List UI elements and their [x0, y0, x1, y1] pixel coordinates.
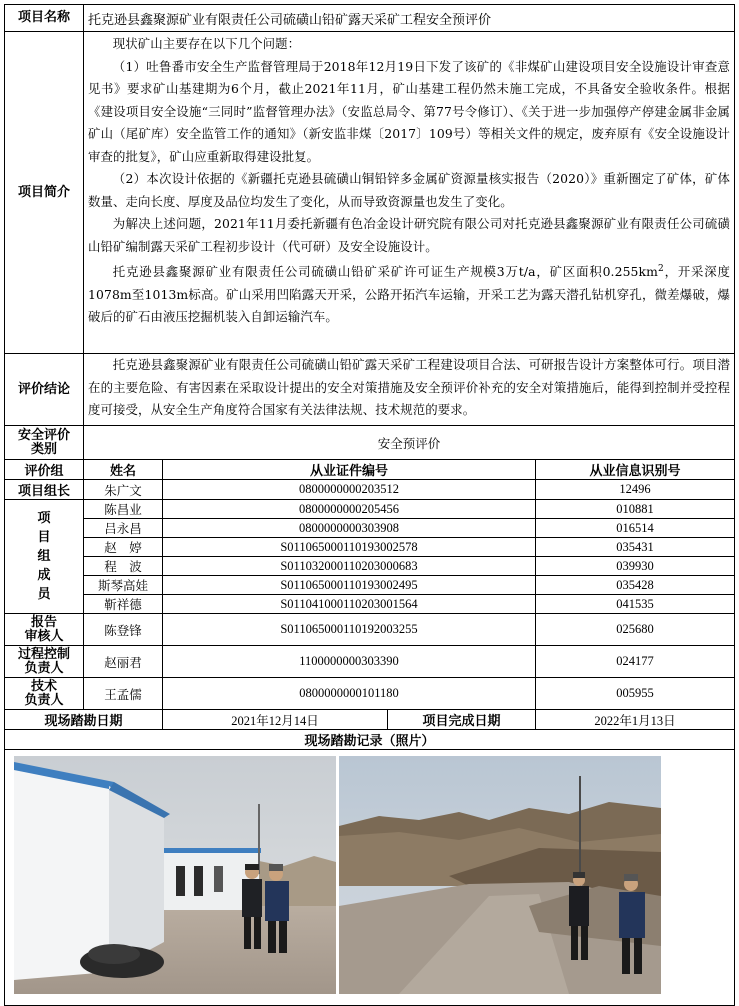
member-name: 斯琴高娃: [84, 576, 163, 595]
member-name: 陈昌业: [84, 500, 163, 519]
reviewer-label: 报告 审核人: [5, 614, 84, 646]
category-value: 安全预评价: [84, 426, 735, 460]
team-group-header: 评价组: [5, 460, 84, 480]
evaluation-form-table: [4, 4, 735, 1006]
conclusion-body: [84, 354, 735, 426]
survey-date-label: 现场踏勘日期: [5, 710, 163, 730]
member-cert: 0800000000205456: [163, 500, 536, 519]
member-name: 赵 婷: [84, 538, 163, 557]
member-id: 035428: [536, 576, 735, 595]
tech-id: 005955: [536, 678, 735, 710]
tech-label: 技术 负责人: [5, 678, 84, 710]
conclusion-text: 托克逊县鑫聚源矿业有限责任公司硫磺山铅矿露天采矿工程建设项目合法、可研报告设计方案整体可行。项目潜在的主要危险、有害因素在采取设计提出的安全对策措施及安全预评价补充的安全对策措施后，能得到控制并受控程度可接受，从安全生产角度符合国家有关法律法规、技术规范的要求。: [88, 357, 731, 417]
project-intro-label: 项目简介: [5, 32, 84, 354]
reviewer-id: 025680: [536, 614, 735, 646]
process-id: 024177: [536, 646, 735, 678]
site-photo-mine-road-image: [339, 756, 661, 994]
team-name-header: 姓名: [84, 460, 163, 480]
member-cert: S011065000110193002495: [163, 576, 536, 595]
complete-date-value: 2022年1月13日: [536, 710, 735, 730]
member-name: 程 波: [84, 557, 163, 576]
member-id: 010881: [536, 500, 735, 519]
survey-date-value: 2021年12月14日: [163, 710, 388, 730]
category-label: 安全评价 类别: [5, 426, 84, 460]
photos-title: 现场踏勘记录（照片）: [5, 730, 735, 750]
intro-paragraph: （2）本次设计依据的《新疆托克逊县硫磺山铜铅锌多金属矿资源量核实报告（2020）》重新圈定了矿体，矿体数量、走向长度、厚度及品位均发生了变化，从而导致资源量也发生了变化。: [88, 171, 731, 209]
member-cert: S011041000110203001564: [163, 595, 536, 614]
intro-paragraph-scale: 托克逊县鑫聚源矿业有限责任公司硫磺山铅矿采矿许可证生产规模3万t/a，矿区面积$0.255km^2$，开采深度1078m至1013m标高。矿山采用凹陷露天开采，公路开拓汽车运输，开采工艺为露天潜孔钻机穿孔，微差爆破，爆破后的矿石由液压挖掘机装入自卸运输汽车。: [88, 264, 731, 325]
member-name: 吕永昌: [84, 519, 163, 538]
site-photo-building-image: [14, 756, 336, 994]
tech-name: 王孟儒: [84, 678, 163, 710]
member-cert: 0800000000303908: [163, 519, 536, 538]
team-cert-header: 从业证件编号: [163, 460, 536, 480]
member-id: 039930: [536, 557, 735, 576]
project-name-value: 托克逊县鑫聚源矿业有限责任公司硫磺山铅矿露天采矿工程安全预评价: [84, 5, 735, 32]
complete-date-label: 项目完成日期: [388, 710, 536, 730]
project-name-label: 项目名称: [5, 5, 84, 32]
member-id: 016514: [536, 519, 735, 538]
member-name: 靳祥德: [84, 595, 163, 614]
intro-paragraph: 现状矿山主要存在以下几个问题：: [112, 36, 301, 51]
member-cert: S011065000110193002578: [163, 538, 536, 557]
member-cert: S011032000110203000683: [163, 557, 536, 576]
leader-label: 项目组长: [5, 480, 84, 500]
members-label: 项 目 组 成 员: [5, 500, 84, 614]
member-id: 035431: [536, 538, 735, 557]
leader-cert: 0800000000203512: [163, 480, 536, 500]
site-photo-mine-road: [339, 756, 661, 994]
photos-cell: [5, 750, 735, 1006]
reviewer-name: 陈登锋: [84, 614, 163, 646]
process-label: 过程控制 负责人: [5, 646, 84, 678]
reviewer-cert: S011065000110192003255: [163, 614, 536, 646]
leader-id: 12496: [536, 480, 735, 500]
tech-cert: 0800000000101180: [163, 678, 536, 710]
member-id: 041535: [536, 595, 735, 614]
process-name: 赵丽君: [84, 646, 163, 678]
project-intro-body: [84, 32, 735, 354]
team-id-header: 从业信息识别号: [536, 460, 735, 480]
intro-paragraph: 为解决上述问题，2021年11月委托新疆有色冶金设计研究院有限公司对托克逊县鑫聚源矿业有限责任公司硫磺山铅矿编制露天采矿工程初步设计（代可研）及安全设施设计。: [88, 216, 731, 254]
leader-name: 朱广文: [84, 480, 163, 500]
intro-paragraph: （1）吐鲁番市安全生产监督管理局于2018年12月19日下发了该矿的《非煤矿山建设项目安全设施设计审查意见书》要求矿山基建期为6个月，截止2021年11月，矿山基建工程仍然未施工完成，不具备安全验收条件。根据《建设项目安全设施“三同时”监督管理办法》（安监总局令、第77号令修订）、《关于进一步加强停产停建金属非金属矿山（尾矿库）安全监管工作的通知》（新安监非煤〔2017〕109号）等相关文件的规定，废弃原有《安全设施设计审查的批复》，矿山应重新取得建设批复。: [88, 58, 731, 164]
site-photo-building: [14, 756, 336, 994]
conclusion-label: 评价结论: [5, 354, 84, 426]
process-cert: 1100000000303390: [163, 646, 536, 678]
